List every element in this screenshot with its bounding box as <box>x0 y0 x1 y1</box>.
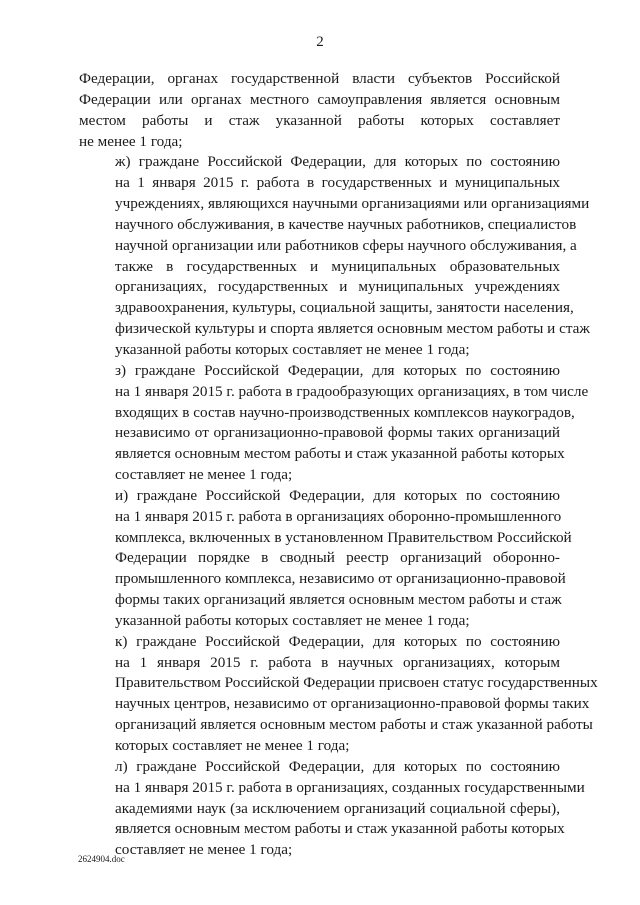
paragraph-item-z <box>79 361 589 486</box>
paragraph-item-i <box>79 486 572 632</box>
text-line: указанной работы которых составляет не менее 1 года; <box>115 340 470 358</box>
text-line: организациях, государственных и муниципальных учреждениях <box>115 278 560 296</box>
text-line: Федерации, органах государственной власти субъектов Российской <box>79 70 560 87</box>
text-line: Правительством Российской Федерации присвоен статус государственных <box>115 674 598 692</box>
text-line: научного обслуживания, в качестве научных работников, специалистов <box>115 215 577 233</box>
text-line: ж) граждане Российской Федерации, для которых по состоянию <box>115 153 560 171</box>
text-line: на 1 января 2015 г. работа в научных организациях, которым <box>115 653 560 671</box>
text-line: Федерации или органах местного самоуправления является основным <box>79 90 560 108</box>
text-line: л) граждане Российской Федерации, для которых по состоянию <box>115 757 560 775</box>
text-line: не менее 1 года; <box>79 132 183 150</box>
text-line: составляет не менее 1 года; <box>115 466 293 484</box>
text-line: научной организации или работников сферы научного обслуживания, а <box>115 236 577 254</box>
text-line: академиями наук (за исключением организаций социальной сферы), <box>115 799 560 817</box>
text-line: на 1 января 2015 г. работа в градообразующих организациях, в том числе <box>115 382 589 400</box>
text-line: указанной работы которых составляет не менее 1 года; <box>115 611 470 629</box>
text-line: формы таких организаций является основным местом работы и стаж <box>115 591 562 609</box>
text-line: учреждениях, являющихся научными организациями или организациями <box>115 195 590 213</box>
text-line: которых составляет не менее 1 года; <box>115 737 350 754</box>
text-line: к) граждане Российской Федерации, для которых по состоянию <box>115 632 560 650</box>
text-line: комплекса, включенных в установленном Правительством Российской <box>115 528 572 546</box>
text-line: независимо от организационно-правовой формы таких организаций <box>115 424 560 442</box>
text-line: местом работы и стаж указанной работы которых составляет <box>79 111 560 129</box>
file-code-footer: 2624904.doc <box>78 854 125 864</box>
text-line: является основным местом работы и стаж указанной работы которых <box>115 445 565 463</box>
text-line: физической культуры и спорта является основным местом работы и стаж <box>115 320 590 338</box>
paragraph-continuation <box>79 69 560 152</box>
text-line: на 1 января 2015 г. работа в организациях оборонно-промышленного <box>115 507 562 525</box>
text-line: составляет не менее 1 года; <box>115 841 293 859</box>
paragraph-item-k <box>79 632 598 757</box>
paragraph-item-l <box>79 757 585 861</box>
text-line: Федерации порядке в сводный реестр организаций оборонно- <box>115 549 560 567</box>
text-line: является основным местом работы и стаж указанной работы которых <box>115 820 565 838</box>
text-line: здравоохранения, культуры, социальной защиты, занятости населения, <box>115 299 574 317</box>
text-line: также в государственных и муниципальных образовательных <box>115 257 560 275</box>
text-line: на 1 января 2015 г. работа в государственных и муниципальных <box>115 174 560 192</box>
page-number: 2 <box>316 34 324 50</box>
text-line: на 1 января 2015 г. работа в организациях, созданных государственными <box>115 778 585 796</box>
text-line: з) граждане Российской Федерации, для которых по состоянию <box>115 361 560 379</box>
document-body <box>79 69 598 861</box>
text-line: входящих в состав научно-производственных комплексов наукоградов, <box>115 403 575 421</box>
text-line: организаций является основным местом работы и стаж указанной работы <box>115 716 593 734</box>
text-line: промышленного комплекса, независимо от организационно-правовой <box>115 570 566 588</box>
text-line: научных центров, независимо от организационно-правовой формы таких <box>115 695 590 713</box>
paragraph-item-zh <box>79 152 590 360</box>
text-line: и) граждане Российской Федерации, для которых по состоянию <box>115 486 560 504</box>
